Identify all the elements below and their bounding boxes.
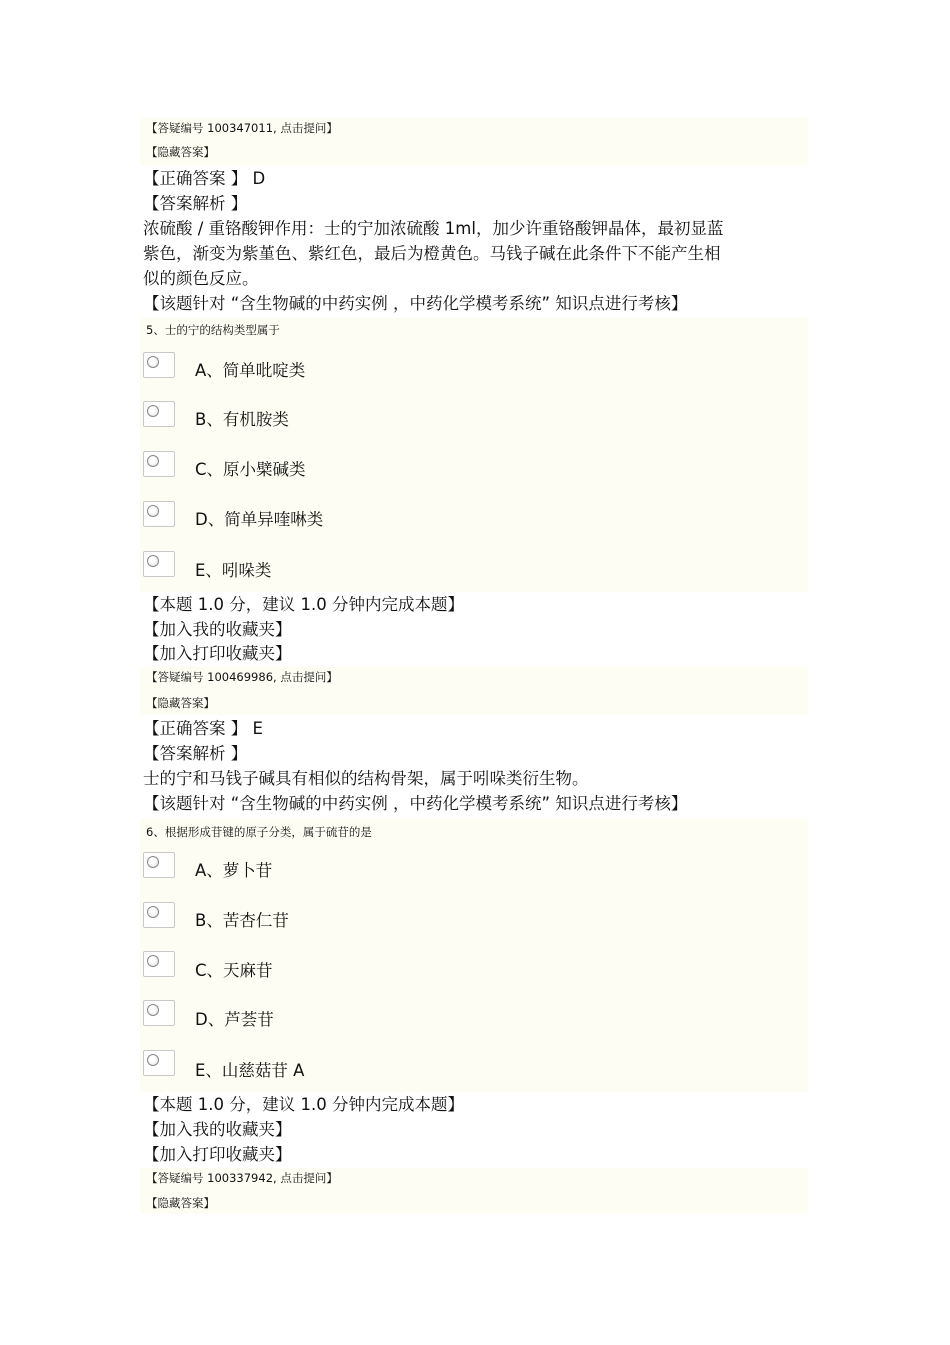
option-radio[interactable] <box>143 1050 175 1076</box>
radio-circle-icon <box>147 555 159 567</box>
option-label: E、山慈菇苷 A <box>195 1061 305 1080</box>
option-label: A、萝卜苷 <box>195 861 273 880</box>
score-info: 【本题 1.0 分，建议 1.0 分钟内完成本题】 <box>143 595 464 614</box>
option-radio[interactable] <box>143 551 175 577</box>
option-radio[interactable] <box>143 951 175 977</box>
option-radio[interactable] <box>143 352 175 378</box>
question-text: 6、根据形成苷键的原子分类，属于硫苷的是 <box>146 825 372 839</box>
option-label: C、天麻苷 <box>195 961 273 980</box>
radio-circle-icon <box>147 906 159 918</box>
knowledge-point: 【该题针对 “含生物碱的中药实例 ，中药化学模考系统” 知识点进行考核】 <box>143 294 688 313</box>
ask-question-link[interactable]: 【答疑编号 100347011, 点击提问】 <box>146 121 338 135</box>
question-text: 5、士的宁的结构类型属于 <box>146 323 280 337</box>
option-radio[interactable] <box>143 852 175 878</box>
ask-question-link[interactable]: 【答疑编号 100337942, 点击提问】 <box>146 1171 338 1185</box>
analysis-line: 紫色，渐变为紫堇色、紫红色，最后为橙黄色。马钱子碱在此条件下不能产生相 <box>143 244 721 263</box>
radio-circle-icon <box>147 505 159 517</box>
score-info: 【本题 1.0 分，建议 1.0 分钟内完成本题】 <box>143 1095 464 1114</box>
analysis-line: 浓硫酸 / 重铬酸钾作用：士的宁加浓硫酸 1ml，加少许重铬酸钾晶体，最初显蓝 <box>143 219 724 238</box>
analysis-label: 【答案解析 】 <box>143 194 248 213</box>
add-print-link[interactable]: 【加入打印收藏夹】 <box>143 644 292 663</box>
radio-circle-icon <box>147 955 159 967</box>
radio-circle-icon <box>147 356 159 368</box>
option-label: D、简单异喹啉类 <box>195 510 324 529</box>
option-radio[interactable] <box>143 401 175 427</box>
hide-answer-link[interactable]: 【隐藏答案】 <box>146 1196 215 1210</box>
radio-circle-icon <box>147 1054 159 1066</box>
option-label: B、有机胺类 <box>195 410 289 429</box>
option-label: C、原小檗碱类 <box>195 460 306 479</box>
add-favorites-link[interactable]: 【加入我的收藏夹】 <box>143 1120 292 1139</box>
radio-circle-icon <box>147 856 159 868</box>
radio-circle-icon <box>147 455 159 467</box>
ask-question-link[interactable]: 【答疑编号 100469986, 点击提问】 <box>146 670 338 684</box>
radio-circle-icon <box>147 405 159 417</box>
analysis-line: 士的宁和马钱子碱具有相似的结构骨架，属于吲哚类衍生物。 <box>143 769 589 788</box>
option-radio[interactable] <box>143 501 175 527</box>
option-label: B、苦杏仁苷 <box>195 911 289 930</box>
option-label: A、简单吡啶类 <box>195 361 306 380</box>
option-radio[interactable] <box>143 1000 175 1026</box>
option-radio[interactable] <box>143 451 175 477</box>
radio-circle-icon <box>147 1004 159 1016</box>
add-favorites-link[interactable]: 【加入我的收藏夹】 <box>143 620 292 639</box>
option-label: E、吲哚类 <box>195 561 272 580</box>
add-print-link[interactable]: 【加入打印收藏夹】 <box>143 1145 292 1164</box>
analysis-label: 【答案解析 】 <box>143 744 248 763</box>
analysis-line: 似的颜色反应。 <box>143 269 259 288</box>
correct-answer: 【正确答案 】 D <box>143 169 266 188</box>
knowledge-point: 【该题针对 “含生物碱的中药实例 ，中药化学模考系统” 知识点进行考核】 <box>143 794 688 813</box>
hide-answer-link[interactable]: 【隐藏答案】 <box>146 145 215 159</box>
option-label: D、芦荟苷 <box>195 1010 274 1029</box>
correct-answer: 【正确答案 】 E <box>143 719 263 738</box>
hide-answer-link[interactable]: 【隐藏答案】 <box>146 696 215 710</box>
option-radio[interactable] <box>143 902 175 928</box>
